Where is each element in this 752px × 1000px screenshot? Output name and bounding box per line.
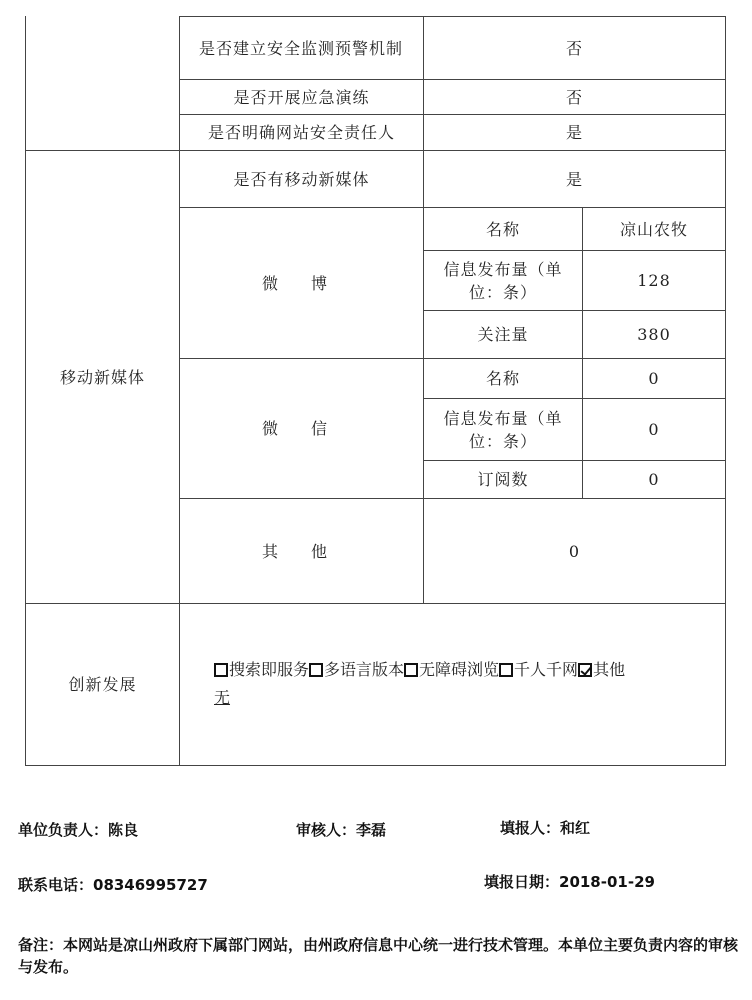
weibo-name-label: 名称 (485, 219, 520, 239)
wechat-posts-label: 信息发布量（单位：条） (443, 408, 563, 451)
security-responsible-label: 是否明确网站安全责任人 (207, 123, 395, 142)
monitor-warning-label: 是否建立安全监测预警机制 (198, 38, 403, 58)
fill-date: 填报日期：2018-01-29 (484, 873, 655, 891)
checkbox-unchecked-icon[interactable] (499, 663, 513, 677)
other-media-label: 其 他 (261, 541, 342, 561)
weibo-followers-value: 380 (637, 325, 671, 344)
innovation-section-label: 创新发展 (68, 675, 137, 694)
innovation-options (214, 656, 724, 712)
wechat-name-value: 0 (648, 369, 660, 388)
checkbox-unchecked-icon[interactable] (214, 663, 228, 677)
emergency-drill-label: 是否开展应急演练 (233, 87, 370, 107)
option-accessibility[interactable]: 无障碍浏览 (404, 656, 499, 684)
weibo-followers-label: 关注量 (477, 325, 529, 344)
innovation-other-text: 无 (214, 688, 231, 707)
emergency-drill-value: 否 (565, 87, 583, 107)
checkbox-unchecked-icon[interactable] (309, 663, 323, 677)
checkbox-checked-icon[interactable] (578, 663, 592, 677)
unit-head: 单位负责人：陈良 (18, 821, 139, 839)
option-personalized[interactable]: 千人千网 (499, 656, 578, 684)
wechat-subscribers-label: 订阅数 (477, 470, 529, 489)
weibo-posts-value: 128 (637, 271, 671, 290)
option-multilingual[interactable]: 多语言版本 (309, 656, 404, 684)
weibo-posts-label: 信息发布量（单位：条） (443, 259, 563, 302)
wechat-subscribers-value: 0 (648, 470, 660, 489)
option-search-service[interactable]: 搜索即服务 (214, 656, 309, 684)
has-mobile-media-label: 是否有移动新媒体 (233, 169, 370, 189)
monitor-warning-value: 否 (565, 38, 583, 58)
has-mobile-media-value: 是 (565, 169, 583, 189)
mobile-media-section-label: 移动新媒体 (59, 367, 145, 387)
checkbox-unchecked-icon[interactable] (404, 663, 418, 677)
other-media-value: 0 (568, 541, 581, 561)
filler: 填报人：和红 (500, 819, 591, 837)
reviewer: 审核人：李磊 (296, 821, 387, 839)
wechat-name-label: 名称 (485, 369, 520, 388)
option-other[interactable]: 其他 (578, 656, 625, 684)
weibo-label: 微 博 (261, 273, 342, 293)
remark-note: 备注：本网站是凉山州政府下属部门网站，由州政府信息中心统一进行技术管理。本单位主要负责内容的审核与发布。 (18, 936, 739, 976)
wechat-label: 微 信 (261, 419, 342, 438)
contact-phone: 联系电话：08346995727 (18, 876, 208, 894)
wechat-posts-value: 0 (648, 420, 660, 439)
weibo-name-value: 凉山农牧 (619, 219, 688, 239)
security-responsible-value: 是 (565, 123, 583, 142)
